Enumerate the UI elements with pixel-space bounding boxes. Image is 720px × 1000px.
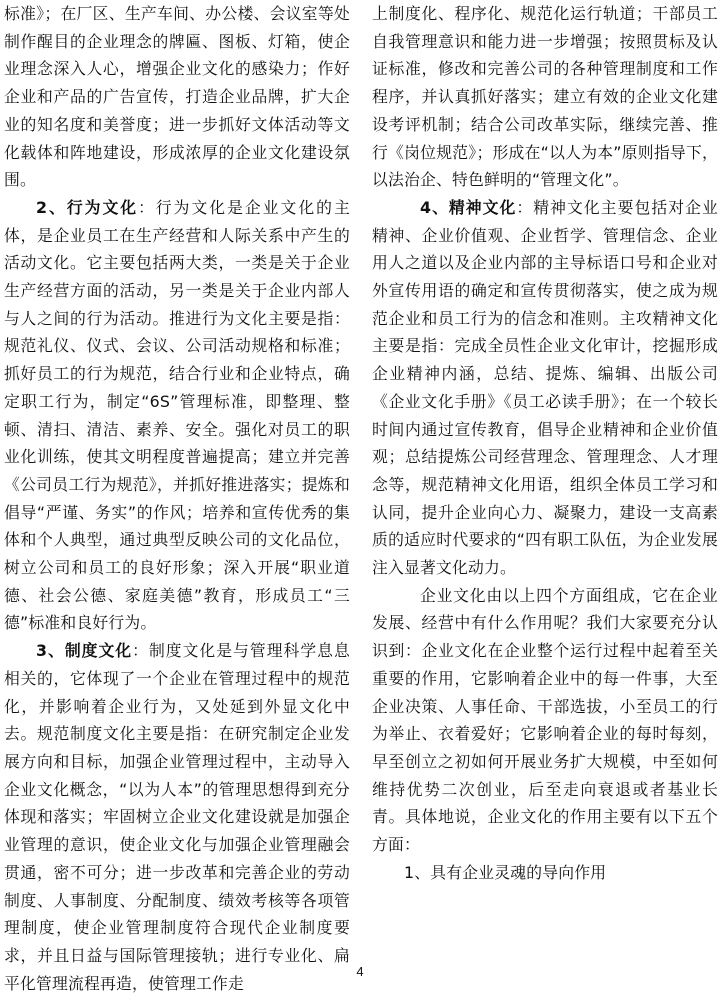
- paragraph-system-culture-continued: 上制度化、程序化、规范化运行轨道；干部员工自我管理意识和能力进一步增强；按照贯标及认证标准，修改和完善公司的各种管理制度和工作程序，并认真抓好落实；建立有效的企业文化建设考评机制；结合公司改革实际，继续完善、推行《岗位规范》；形成在“以人为本”原则指导下，以法治企、特色鲜明的“管理文化”。: [372, 4, 718, 190]
- paragraph-culture-role: 企业文化由以上四个方面组成，它在企业发展、经营中有什么作用呢？我们大家要充分认识到：企业文化在企业整个运行过程中起着至关重要的作用，它影响着企业中的每一件事，大至企业决策、人事任命、干部选拔，小至员工的行为举止、衣着爱好；它影响着企业的每时每刻，早至创立之初如何开展业务扩大规模，中至如何维持优势二次创业，后至走向衰退或者基业长青。具体地说，企业文化的作用主要有以下五个方面：: [372, 585, 718, 855]
- paragraph-system-culture: [4, 637, 350, 997]
- paragraph-culture-carrier: 标准》；在厂区、生产车间、办公楼、会议室等处制作醒目的企业理念的牌匾、图板、灯箱，使企业理念深入人心，增强企业文化的感染力；作好企业和产品的广告宣传，打造企业品牌，扩大企业的知名度和美誉度；进一步抓好文体活动等文化载体和阵地建设，形成浓厚的企业文化建设氛围。: [4, 4, 350, 190]
- left-column: [4, 0, 350, 997]
- body-spirit-culture: ：精神文化主要包括对企业精神、企业价值观、企业哲学、管理信念、企业用人之道以及企业内部的主导标语口号和企业对外宣传用语的确定和宣传贯彻落实，使之成为规范企业和员工行为的信念和准则。主攻精神文化主要是指：完成全员性企业文化审计，挖掘形成企业精神内涵，总结、提炼、编辑、出版公司《企业文化手册》《员工必读手册》；在一个较长时间内通过宣传教育，倡导企业精神和企业价值观；总结提炼公司经营理念、管理理念、人才理念等，规范精神文化用语，组织全体员工学习和认同，提升企业向心力、凝聚力，建设一支高素质的适应时代要求的“四有职工队伍，为企业发展注入显著文化动力。: [372, 197, 718, 578]
- right-column: [372, 0, 718, 887]
- heading-behavior-culture: 2、行为文化: [36, 197, 139, 217]
- heading-system-culture: 3、制度文化: [36, 641, 133, 661]
- paragraph-spirit-culture: [372, 194, 718, 582]
- paragraph-behavior-culture: [4, 194, 350, 637]
- page-number: 4: [356, 964, 364, 979]
- body-behavior-culture: ：行为文化是企业文化的主体，是企业员工在生产经营和人际关系中产生的活动文化。它主要包括两大类，一类是关于企业生产经营方面的活动，另一类是关于企业内部人与人之间的行为活动。推进行为文化主要是指：规范礼仪、仪式、会议、公司活动规格和标准；抓好员工的行为规范，结合行业和企业特点，确定职工行为，制定“6S”管理标准，即整理、整顿、清扫、清洁、素养、安全。强化对员工的职业化训练，使其文明程度普遍提高；建立并完善《公司员工行为规范》，并抓好推进落实；提炼和倡导“严谨、务实”的作风；培养和宣传优秀的集体和个人典型，通过典型反映公司的文化品位，树立公司和员工的良好形象；深入开展“职业道德、社会公德、家庭美德”教育，形成员工“三德”标准和良好行为。: [4, 197, 350, 633]
- heading-spirit-culture: 4、精神文化: [420, 197, 517, 217]
- body-system-culture: ：制度文化是与管理科学息息相关的，它体现了一个企业在管理过程中的规范化，并影响着企业行为，又处延到外显文化中去。规范制度文化主要是指：在研究制定企业发展方向和目标，加强企业管理过程中，主动导入企业文化概念，“以为人本”的管理思想得到充分体现和落实；牢固树立企业文化建设就是加强企业管理的意识，使企业文化与加强企业管理融会贯通，密不可分；进一步改革和完善企业的劳动制度、人事制度、分配制度、绩效考核等各项管理制度，使企业管理制度符合现代企业制度要求，并且日益与国际管理接轨；进行专业化、扁平化管理流程再造，使管理工作走: [4, 641, 350, 993]
- paragraph-soul-guidance: 1、具有企业灵魂的导向作用: [404, 862, 607, 882]
